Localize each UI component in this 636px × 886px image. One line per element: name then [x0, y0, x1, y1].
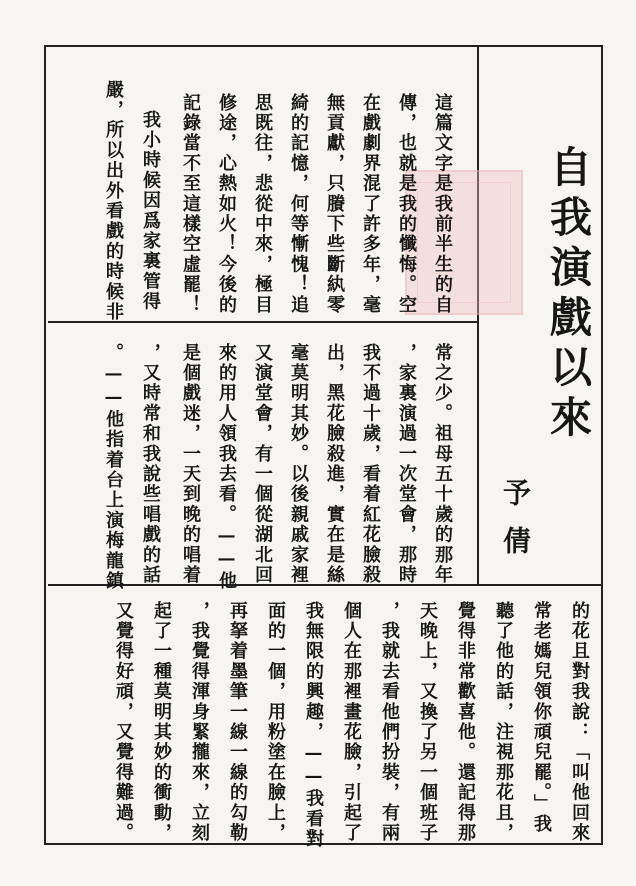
- middle-column-2: ，家裏演過一次堂會，那時: [396, 343, 417, 586]
- bottom-column-4: 覺得非常歡喜他。還記得那: [455, 601, 476, 844]
- bottom-column-7: 個人在那裡畫花臉，引起了: [341, 601, 362, 844]
- middle-column-1: 常之少。祖母五十歲的那年: [432, 343, 453, 586]
- top-column-1: 這篇文字是我前半生的自: [432, 93, 453, 316]
- top-column-7: 修途，心熱如火！今後的: [216, 93, 237, 316]
- top-column-5: 綺的記憶，何等慚愧！追: [288, 93, 309, 316]
- top-column-6: 思既往，悲從中來，極目: [252, 93, 273, 316]
- red-seal-stamp: [405, 170, 523, 315]
- middle-column-7: 來的用人領我去看。——他: [216, 343, 237, 592]
- top-column-2: 傳，也就是我的懺悔。空: [396, 93, 417, 316]
- bottom-column-1: 的花且對我說：「叫他回來: [569, 601, 590, 844]
- top-column-4: 無貢獻，只賸下些斷紈零: [324, 93, 345, 316]
- middle-column-8: 是個戲迷，一天到晚的唱着: [180, 343, 201, 586]
- middle-column-3: 我不過十歲，看着紅花臉殺: [360, 343, 381, 586]
- bottom-column-5: 天晚上，又換了另一個班子: [417, 601, 438, 844]
- top-column-10: 嚴，所以出外看戲的時候非: [103, 80, 124, 323]
- bottom-column-10: 再拏着墨筆一線一線的勾勒: [227, 601, 248, 844]
- bottom-column-3: 聽了他的話，注視那花且，: [493, 601, 514, 844]
- top-column-8: 記錄當不至這樣空虛罷！: [180, 93, 201, 316]
- bottom-column-13: 又覺得好頑，又覺得難過。: [113, 601, 134, 844]
- bottom-column-9: 面的一個，用粉塗在臉上，: [265, 601, 286, 844]
- bottom-column-12: 起了一種莫明其妙的衝動，: [151, 601, 172, 844]
- middle-column-9: ，又時常和我說些唱戲的話: [140, 343, 161, 586]
- top-column-3: 在戲劇界混了許多年，毫: [360, 93, 381, 316]
- article-title: 自我演戲以來: [544, 145, 593, 445]
- middle-column-6: 又演堂會，有一個從湖北回: [252, 343, 273, 586]
- bottom-column-8: 我無限的興趣，——我看對: [303, 601, 324, 850]
- middle-column-4: 出，黑花臉殺進，實在是絲: [324, 343, 345, 586]
- bottom-column-11: ，我覺得渾身緊攏來，立刻: [189, 601, 210, 844]
- middle-column-5: 毫莫明其妙。以後親戚家裡: [288, 343, 309, 586]
- title-panel-divider: [477, 45, 479, 585]
- bottom-column-2: 常老媽兒領你頑兒罷。」我: [531, 601, 552, 835]
- bottom-column-6: ，我就去看他們扮裝，有兩: [379, 601, 400, 844]
- middle-column-10: 。——他指着台上演梅龍鎮: [103, 343, 124, 592]
- article-author: 予倩: [499, 478, 532, 574]
- top-column-9: 我小時候因爲家裏管得: [140, 110, 161, 312]
